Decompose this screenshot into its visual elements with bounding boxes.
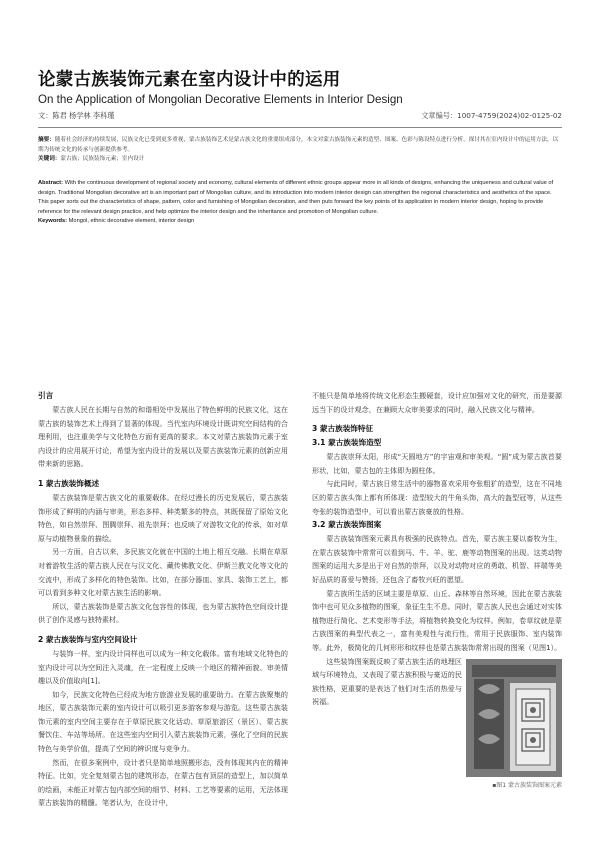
para-1a: 蒙古族装饰是蒙古族文化的重要载体。在经过漫长的历史发展后，蒙古族装饰形成了鲜明的内涵与审美，形态多样、种类繁多的特点，其既保留了原始文化特色，如自然崇拜、图腾崇拜、祖先崇拜；也反映了对游牧文化的传承，如对草原与动植物景象的描绘。	[38, 492, 288, 543]
para-3-2a: 蒙古族装饰图案元素具有极强的民族特点。首先，蒙古族主要以畜牧为生，在蒙古族装饰中常常可以看到马、牛、羊、驼、鹿等动物图案的出现。这类动物图案的运用大多是出于对自然的崇拜，以及对动物对应的勇敢、机智、祥瑞等美好品质的喜爱与赞扬，还包含了畜牧兴旺的愿望。	[312, 534, 562, 584]
para-intro: 蒙古族人民在长期与自然的和谐相处中发展出了特色鲜明的民族文化，这在蒙古族的装饰艺术上得到了显著的体现。当代室内环境设计既讲究空间结构的合理利用，也注重美学与文化特色方面有更高的要求。本文对蒙古族装饰元素于室内设计的应用展开讨论，希望为室内设计的发展以及蒙古族装饰元素的创新应用带来新的思路。	[38, 405, 288, 469]
para-2b: 如今，民族文化特色已经成为地方旅游业发展的重要助力。在蒙古族聚集的地区，蒙古族装饰元素的室内设计可以吸引更多游客参观与游览。这些蒙古族装饰元素的室内空间主要存在于草原民族文化话动、草原旅游区（景区）、蒙古族餐饮住、车站等场所。在这些室内空间引入蒙古族装饰元素，强化了空间的民族特色与美学价值，提高了空间的辨识度与竞争力。	[38, 689, 288, 754]
mongolian-pattern-figure	[466, 659, 562, 777]
para-3-2c: 这些装饰图案既反映了蒙古族生活的地理区域与环境特点，又表现了蒙古族积极与豪迈的民族性格，更重要的是表达了他们对生活的热爱与祝福。	[312, 656, 462, 707]
para-3-1a: 蒙古族崇拜太阳，形成“天圆地方”的宇宙观和审美观。“圆”成为蒙古族首要形状，比如，蒙古包的主体即为圆柱体。	[312, 452, 562, 475]
abstract-en-text: With the continuous development of regional society and economy, cultural elements of different ethnic groups appear more in all kinds of designs, enhancing the uniqueness and cultural value of design. Traditional Mongolian decorative art is an important part of Mongolian culture, and its introduction into modern interior design can strengthen the regional characteristics and aesthetics of the space. This paper sorts out the characteristics of shape, pattern, color and furnishing of Mongolian decoration, and then puts forward the key points of its application in modern interior design, hoping to provide reference for the relevant design practice, and help optimize the interior design and the inheritance and promotion of Mongolian culture.	[38, 180, 554, 215]
heading-section-1: 1 蒙古族装饰概述	[38, 478, 100, 488]
abstract-cn-text: 随着社会经济的持续发展，民族文化已受到更多重视，蒙古族装饰艺术是蒙古族文化的重要组成部分。本文对蒙古族装饰元素的造型、图案、色彩与陈设特点进行分析，探讨其在室内设计中的运用方法，以期为传统文化的传承与创新提供参考。	[38, 137, 559, 153]
right-column	[312, 389, 562, 787]
para-3-2b: 蒙古族所生活的区域主要是草原、山丘、森林等自然环境，因此在蒙古族装饰中也可见众多植物的图案，象征生生不息。同时，蒙古族人民也会通过对实体植物进行简化、艺术变形等手法，将植物转换变化为纹样。例如，卷草纹就是蒙古族图案的典型代表之一，富有美观性与流行性，常用于民族服饰、室内装饰等。此外，极简化的几何形形和纹样也是蒙古族装饰常常出现的图案（见图1）。	[312, 588, 562, 652]
para-2c: 然而，在很多案例中，设计者只是简单地照搬形态，没有体现其内在的精神特征。比如，完全复刻蒙古包的建筑形态，在蒙古包有顶层的造型上，加以简单的绘画，未能正对蒙古包内部空间的细节、材料、工艺等要素的运用，无法体现蒙古族装饰的精髓。笔者认为，在设计中，	[38, 757, 288, 808]
keywords-cn-para	[38, 155, 562, 165]
keywords-en-text: Mongol, ethnic decorative element, interior design	[68, 218, 195, 225]
abstract-en	[38, 179, 562, 227]
paper-title-en: On the Application of Mongolian Decorative Elements in Interior Design	[38, 93, 403, 106]
keywords-cn-text: 蒙古族；民族装饰元素；室内设计	[60, 156, 145, 163]
left-column	[38, 389, 288, 810]
para-1c: 所以，蒙古族装饰是蒙古族文化包容性的体现，也为蒙古族特色空间设计提供了创作灵感与独特素材。	[38, 601, 288, 625]
keywords-en-para	[38, 217, 562, 227]
figure-1-caption: ▪图1 蒙古族装饰图案元素	[492, 781, 562, 789]
authors: 文：陈君 杨学林 李科瑾	[38, 111, 115, 120]
heading-section-3-1: 3.1 蒙古族装饰造型	[312, 438, 382, 448]
heading-section-3: 3 蒙古族装饰特征	[312, 424, 374, 434]
para-1b: 另一方面，自古以来，多民族文化就在中国的土地上相互交融。长期在草原对着游牧生活的蒙古族人民在与汉文化、藏传佛教文化、伊斯兰教文化等文化的交流中，形成了多样化的特色装饰。比如，在部分器皿、家具、装饰工艺上，都可以看到多种文化对蒙古族生活的影响。	[38, 547, 288, 598]
abstract-en-label: Abstract:	[38, 180, 63, 186]
keywords-cn-label: 关键词：	[38, 156, 61, 163]
para-3-1b: 与此同时，蒙古族日常生活中的器物喜欢采用夸张粗犷的造型，这在不同地区的蒙古族头饰上都有所体现：造型较大的牛角头饰，高大的盔型冠等，从这些夸张的装饰造型中，可以看出蒙古族豪放的性格。	[312, 479, 562, 516]
header-rule	[38, 127, 562, 128]
abstract-cn	[38, 136, 562, 165]
paper-title-cn: 论蒙古族装饰元素在室内设计中的运用	[38, 70, 341, 90]
para-2a: 与装饰一样，室内设计同样也可以成为一种文化载体。富有地域文化特色的室内设计可以为空间注入灵魂，在一定程度上反映一个地区的精神面貌、审美情趣以及价值取向[1]。	[38, 648, 288, 686]
heading-intro: 引言	[38, 391, 54, 400]
abstract-en-para	[38, 179, 562, 217]
para-continued: 不能只是简单地将传统文化形态生搬硬套，设计应加强对文化的研究，而是要源远当下的设计观念，在兼顾大众审美要求的同时，融入民族文化与精神。	[312, 391, 562, 414]
author-line	[38, 111, 562, 123]
heading-section-3-2: 3.2 蒙古族装饰图案	[312, 520, 382, 530]
figure-1-image	[466, 659, 562, 777]
article-number: 文章编号：1007-4759(2024)02-0125-02	[421, 111, 562, 120]
figure-block	[312, 655, 562, 787]
keywords-en-label: Keywords:	[38, 218, 68, 225]
abstract-cn-para	[38, 136, 562, 155]
heading-section-2: 2 蒙古族装饰与室内空间设计	[38, 634, 138, 644]
abstract-cn-label: 摘要：	[38, 137, 55, 143]
